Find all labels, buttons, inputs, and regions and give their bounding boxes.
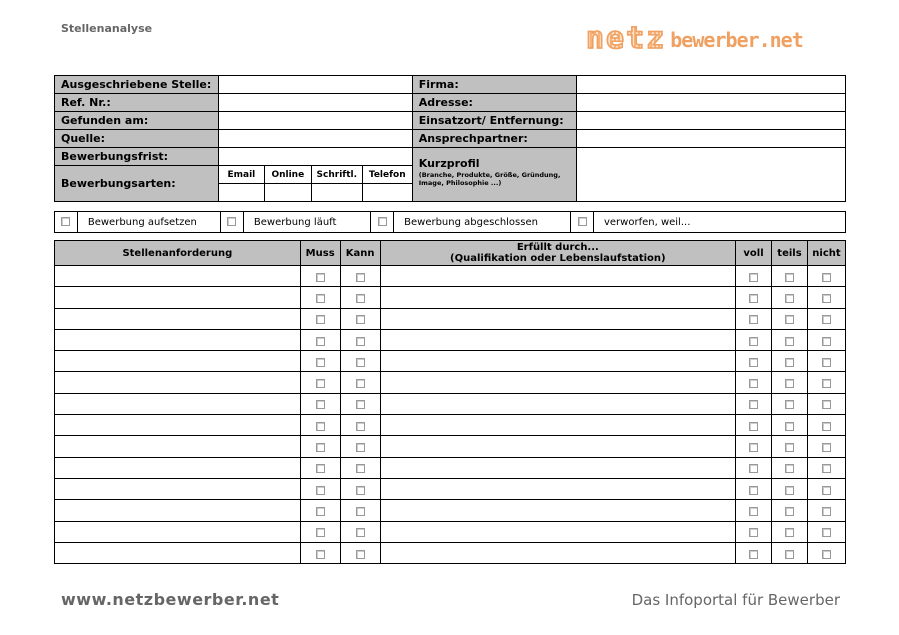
checkbox-kann[interactable] — [340, 266, 380, 287]
label-firma: Firma: — [412, 76, 576, 94]
checkbox-icon — [822, 507, 831, 516]
checkbox-nicht[interactable] — [807, 500, 845, 521]
checkbox-kann[interactable] — [340, 372, 380, 393]
checkbox-teils[interactable] — [772, 542, 808, 563]
document-title: Stellenanalyse — [61, 22, 153, 35]
checkbox-voll[interactable] — [736, 415, 772, 436]
header-erfuellt-line1: Erfüllt durch... — [516, 242, 599, 253]
header-muss: Muss — [300, 241, 340, 266]
checkbox-voll[interactable] — [736, 308, 772, 329]
checkbox-icon — [749, 507, 758, 516]
label-ref-nr: Ref. Nr.: — [55, 94, 219, 112]
requirement-cell[interactable] — [55, 393, 301, 414]
label-adresse: Adresse: — [412, 94, 576, 112]
header-voll: voll — [736, 241, 772, 266]
checkbox-icon — [785, 294, 794, 303]
table-row — [55, 436, 846, 457]
table-row — [55, 351, 846, 372]
status-checkbox-verworfen[interactable] — [571, 212, 594, 233]
checkbox-voll[interactable] — [736, 542, 772, 563]
checkbox-icon — [316, 315, 325, 324]
checkbox-teils[interactable] — [772, 478, 808, 499]
checkbox-nicht[interactable] — [807, 351, 845, 372]
table-row — [55, 329, 846, 350]
checkbox-icon — [822, 443, 831, 452]
checkbox-voll[interactable] — [736, 478, 772, 499]
checkbox-kann[interactable] — [340, 478, 380, 499]
table-row — [55, 372, 846, 393]
checkbox-kann[interactable] — [340, 521, 380, 542]
netzbewerber-logo — [586, 21, 803, 56]
checkbox-nicht[interactable] — [807, 436, 845, 457]
fulfilled-by-cell[interactable] — [380, 266, 735, 287]
fulfilled-by-cell[interactable] — [380, 478, 735, 499]
header-erfuellt-durch — [380, 241, 735, 266]
requirement-cell[interactable] — [55, 266, 301, 287]
status-abgeschlossen: Bewerbung abgeschlossen — [394, 212, 571, 233]
field-schriftl[interactable] — [311, 184, 362, 202]
checkbox-icon — [785, 358, 794, 367]
label-ansprechpartner: Ansprechpartner: — [412, 130, 576, 148]
checkbox-nicht[interactable] — [807, 266, 845, 287]
checkbox-nicht[interactable] — [807, 372, 845, 393]
checkbox-icon — [356, 400, 365, 409]
requirement-cell[interactable] — [55, 308, 301, 329]
checkbox-icon — [785, 550, 794, 559]
checkbox-muss[interactable] — [300, 521, 340, 542]
label-quelle: Quelle: — [55, 130, 219, 148]
checkbox-icon — [356, 464, 365, 473]
checkbox-voll[interactable] — [736, 287, 772, 308]
status-laeuft: Bewerbung läuft — [243, 212, 370, 233]
requirement-cell[interactable] — [55, 457, 301, 478]
header-teils: teils — [772, 241, 808, 266]
checkbox-icon — [316, 464, 325, 473]
checkbox-icon — [356, 422, 365, 431]
requirements-body — [55, 266, 846, 564]
fulfilled-by-cell[interactable] — [380, 500, 735, 521]
requirement-cell[interactable] — [55, 436, 301, 457]
table-row — [55, 542, 846, 563]
checkbox-icon — [61, 217, 70, 226]
checkbox-icon — [749, 464, 758, 473]
checkbox-kann[interactable] — [340, 287, 380, 308]
checkbox-icon — [356, 443, 365, 452]
field-bewerbungsfrist[interactable] — [218, 148, 412, 166]
checkbox-teils[interactable] — [772, 308, 808, 329]
requirement-cell[interactable] — [55, 287, 301, 308]
checkbox-icon — [356, 507, 365, 516]
field-ausgeschriebene-stelle[interactable] — [218, 76, 412, 94]
checkbox-icon — [822, 358, 831, 367]
checkbox-voll[interactable] — [736, 351, 772, 372]
checkbox-icon — [316, 294, 325, 303]
logo-netz: netz — [586, 21, 667, 56]
field-telefon[interactable] — [362, 184, 412, 202]
checkbox-kann[interactable] — [340, 308, 380, 329]
checkbox-nicht[interactable] — [807, 542, 845, 563]
checkbox-icon — [785, 337, 794, 346]
checkbox-icon — [749, 422, 758, 431]
checkbox-muss[interactable] — [300, 436, 340, 457]
checkbox-icon — [785, 464, 794, 473]
field-ref-nr[interactable] — [218, 94, 412, 112]
header-telefon: Telefon — [362, 166, 412, 184]
job-info-table — [54, 75, 846, 202]
checkbox-muss[interactable] — [300, 372, 340, 393]
checkbox-icon — [316, 528, 325, 537]
table-row — [55, 266, 846, 287]
checkbox-teils[interactable] — [772, 329, 808, 350]
checkbox-icon — [822, 294, 831, 303]
checkbox-voll[interactable] — [736, 457, 772, 478]
checkbox-icon — [749, 337, 758, 346]
checkbox-voll[interactable] — [736, 329, 772, 350]
checkbox-icon — [356, 294, 365, 303]
checkbox-icon — [749, 528, 758, 537]
checkbox-kann[interactable] — [340, 457, 380, 478]
checkbox-icon — [316, 443, 325, 452]
checkbox-muss[interactable] — [300, 266, 340, 287]
status-aufsetzen: Bewerbung aufsetzen — [77, 212, 220, 233]
label-einsatzort: Einsatzort/ Entfernung: — [412, 112, 576, 130]
checkbox-icon — [822, 550, 831, 559]
checkbox-muss[interactable] — [300, 329, 340, 350]
checkbox-nicht[interactable] — [807, 393, 845, 414]
checkbox-icon — [822, 337, 831, 346]
header-online: Online — [264, 166, 311, 184]
checkbox-voll[interactable] — [736, 393, 772, 414]
checkbox-icon — [785, 400, 794, 409]
fulfilled-by-cell[interactable] — [380, 372, 735, 393]
checkbox-icon — [822, 315, 831, 324]
label-gefunden-am: Gefunden am: — [55, 112, 219, 130]
checkbox-icon — [227, 217, 236, 226]
checkbox-icon — [356, 550, 365, 559]
checkbox-icon — [749, 486, 758, 495]
checkbox-nicht[interactable] — [807, 287, 845, 308]
header-stellenanforderung: Stellenanforderung — [55, 241, 301, 266]
checkbox-icon — [356, 315, 365, 324]
requirement-cell[interactable] — [55, 478, 301, 499]
checkbox-icon — [822, 486, 831, 495]
checkbox-teils[interactable] — [772, 351, 808, 372]
checkbox-icon — [749, 294, 758, 303]
checkbox-nicht[interactable] — [807, 329, 845, 350]
checkbox-teils[interactable] — [772, 393, 808, 414]
header-erfuellt-line2: (Qualifikation oder Lebenslaufstation) — [450, 253, 666, 264]
kurzprofil-hint: (Branche, Produkte, Größe, Gründung, Image, Philosophie ...) — [418, 171, 561, 187]
requirement-cell[interactable] — [55, 372, 301, 393]
checkbox-icon — [785, 507, 794, 516]
table-row — [55, 457, 846, 478]
checkbox-muss[interactable] — [300, 542, 340, 563]
footer-tagline: Das Infoportal für Bewerber — [631, 591, 840, 609]
footer-url: www.netzbewerber.net — [61, 590, 280, 609]
table-row — [55, 415, 846, 436]
checkbox-icon — [785, 273, 794, 282]
checkbox-icon — [316, 273, 325, 282]
fulfilled-by-cell[interactable] — [380, 329, 735, 350]
checkbox-icon — [356, 486, 365, 495]
table-row — [55, 478, 846, 499]
header-nicht: nicht — [807, 241, 845, 266]
checkbox-icon — [822, 528, 831, 537]
fulfilled-by-cell[interactable] — [380, 436, 735, 457]
table-row — [55, 393, 846, 414]
checkbox-muss[interactable] — [300, 351, 340, 372]
checkbox-muss[interactable] — [300, 457, 340, 478]
field-online[interactable] — [264, 184, 311, 202]
checkbox-icon — [356, 528, 365, 537]
checkbox-kann[interactable] — [340, 542, 380, 563]
checkbox-muss[interactable] — [300, 393, 340, 414]
kurzprofil-title: Kurzprofil — [418, 157, 480, 170]
status-checkbox-aufsetzen[interactable] — [55, 212, 78, 233]
checkbox-icon — [749, 550, 758, 559]
checkbox-icon — [785, 379, 794, 388]
fulfilled-by-cell[interactable] — [380, 393, 735, 414]
table-row — [55, 500, 846, 521]
logo-bewerber: bewerber.net — [670, 28, 803, 52]
header-kann: Kann — [340, 241, 380, 266]
checkbox-icon — [785, 486, 794, 495]
checkbox-icon — [822, 422, 831, 431]
label-bewerbungsarten: Bewerbungsarten: — [55, 166, 219, 202]
checkbox-icon — [785, 422, 794, 431]
fulfilled-by-cell[interactable] — [380, 415, 735, 436]
checkbox-icon — [822, 400, 831, 409]
checkbox-icon — [378, 217, 387, 226]
checkbox-teils[interactable] — [772, 415, 808, 436]
requirement-cell[interactable] — [55, 542, 301, 563]
checkbox-kann[interactable] — [340, 329, 380, 350]
requirement-cell[interactable] — [55, 351, 301, 372]
checkbox-teils[interactable] — [772, 287, 808, 308]
checkbox-icon — [356, 379, 365, 388]
checkbox-kann[interactable] — [340, 393, 380, 414]
table-row — [55, 308, 846, 329]
checkbox-nicht[interactable] — [807, 415, 845, 436]
checkbox-nicht[interactable] — [807, 478, 845, 499]
label-bewerbungsfrist: Bewerbungsfrist: — [55, 148, 219, 166]
checkbox-teils[interactable] — [772, 457, 808, 478]
checkbox-teils[interactable] — [772, 500, 808, 521]
table-row — [55, 521, 846, 542]
field-quelle[interactable] — [218, 130, 412, 148]
checkbox-icon — [316, 337, 325, 346]
status-verworfen: verworfen, weil... — [593, 212, 845, 233]
field-einsatzort[interactable] — [576, 112, 845, 130]
checkbox-icon — [749, 400, 758, 409]
checkbox-icon — [316, 422, 325, 431]
requirement-cell[interactable] — [55, 500, 301, 521]
requirement-cell[interactable] — [55, 415, 301, 436]
checkbox-nicht[interactable] — [807, 308, 845, 329]
checkbox-teils[interactable] — [772, 521, 808, 542]
field-ansprechpartner[interactable] — [576, 130, 845, 148]
requirements-table — [54, 240, 846, 564]
field-adresse[interactable] — [576, 94, 845, 112]
checkbox-icon — [749, 358, 758, 367]
checkbox-teils[interactable] — [772, 436, 808, 457]
header-email: Email — [218, 166, 264, 184]
status-checkbox-laeuft[interactable] — [221, 212, 244, 233]
checkbox-icon — [822, 464, 831, 473]
checkbox-icon — [316, 550, 325, 559]
fulfilled-by-cell[interactable] — [380, 542, 735, 563]
checkbox-muss[interactable] — [300, 287, 340, 308]
checkbox-icon — [316, 486, 325, 495]
checkbox-voll[interactable] — [736, 266, 772, 287]
checkbox-icon — [316, 400, 325, 409]
label-ausgeschriebene-stelle: Ausgeschriebene Stelle: — [55, 76, 219, 94]
checkbox-icon — [749, 379, 758, 388]
checkbox-icon — [785, 528, 794, 537]
checkbox-voll[interactable] — [736, 500, 772, 521]
checkbox-kann[interactable] — [340, 351, 380, 372]
requirement-cell[interactable] — [55, 521, 301, 542]
checkbox-muss[interactable] — [300, 500, 340, 521]
fulfilled-by-cell[interactable] — [380, 521, 735, 542]
fulfilled-by-cell[interactable] — [380, 351, 735, 372]
checkbox-icon — [356, 273, 365, 282]
checkbox-icon — [749, 273, 758, 282]
checkbox-teils[interactable] — [772, 266, 808, 287]
fulfilled-by-cell[interactable] — [380, 308, 735, 329]
header-schriftl: Schriftl. — [311, 166, 362, 184]
checkbox-icon — [822, 379, 831, 388]
checkbox-muss[interactable] — [300, 478, 340, 499]
checkbox-icon — [822, 273, 831, 282]
checkbox-nicht[interactable] — [807, 457, 845, 478]
fulfilled-by-cell[interactable] — [380, 457, 735, 478]
checkbox-kann[interactable] — [340, 415, 380, 436]
status-row — [54, 211, 846, 233]
status-checkbox-abgeschlossen[interactable] — [371, 212, 394, 233]
checkbox-icon — [749, 315, 758, 324]
checkbox-icon — [316, 358, 325, 367]
checkbox-kann[interactable] — [340, 500, 380, 521]
checkbox-icon — [316, 507, 325, 516]
field-gefunden-am[interactable] — [218, 112, 412, 130]
label-kurzprofil — [412, 148, 576, 202]
checkbox-teils[interactable] — [772, 372, 808, 393]
checkbox-icon — [316, 379, 325, 388]
requirement-cell[interactable] — [55, 329, 301, 350]
checkbox-icon — [356, 358, 365, 367]
field-email[interactable] — [218, 184, 264, 202]
table-row — [55, 287, 846, 308]
checkbox-icon — [785, 315, 794, 324]
checkbox-voll[interactable] — [736, 372, 772, 393]
field-kurzprofil[interactable] — [576, 148, 845, 202]
checkbox-icon — [749, 443, 758, 452]
fulfilled-by-cell[interactable] — [380, 287, 735, 308]
checkbox-voll[interactable] — [736, 436, 772, 457]
field-firma[interactable] — [576, 76, 845, 94]
checkbox-icon — [578, 217, 587, 226]
checkbox-kann[interactable] — [340, 436, 380, 457]
checkbox-icon — [785, 443, 794, 452]
checkbox-voll[interactable] — [736, 521, 772, 542]
checkbox-icon — [356, 337, 365, 346]
checkbox-muss[interactable] — [300, 415, 340, 436]
checkbox-muss[interactable] — [300, 308, 340, 329]
checkbox-nicht[interactable] — [807, 521, 845, 542]
